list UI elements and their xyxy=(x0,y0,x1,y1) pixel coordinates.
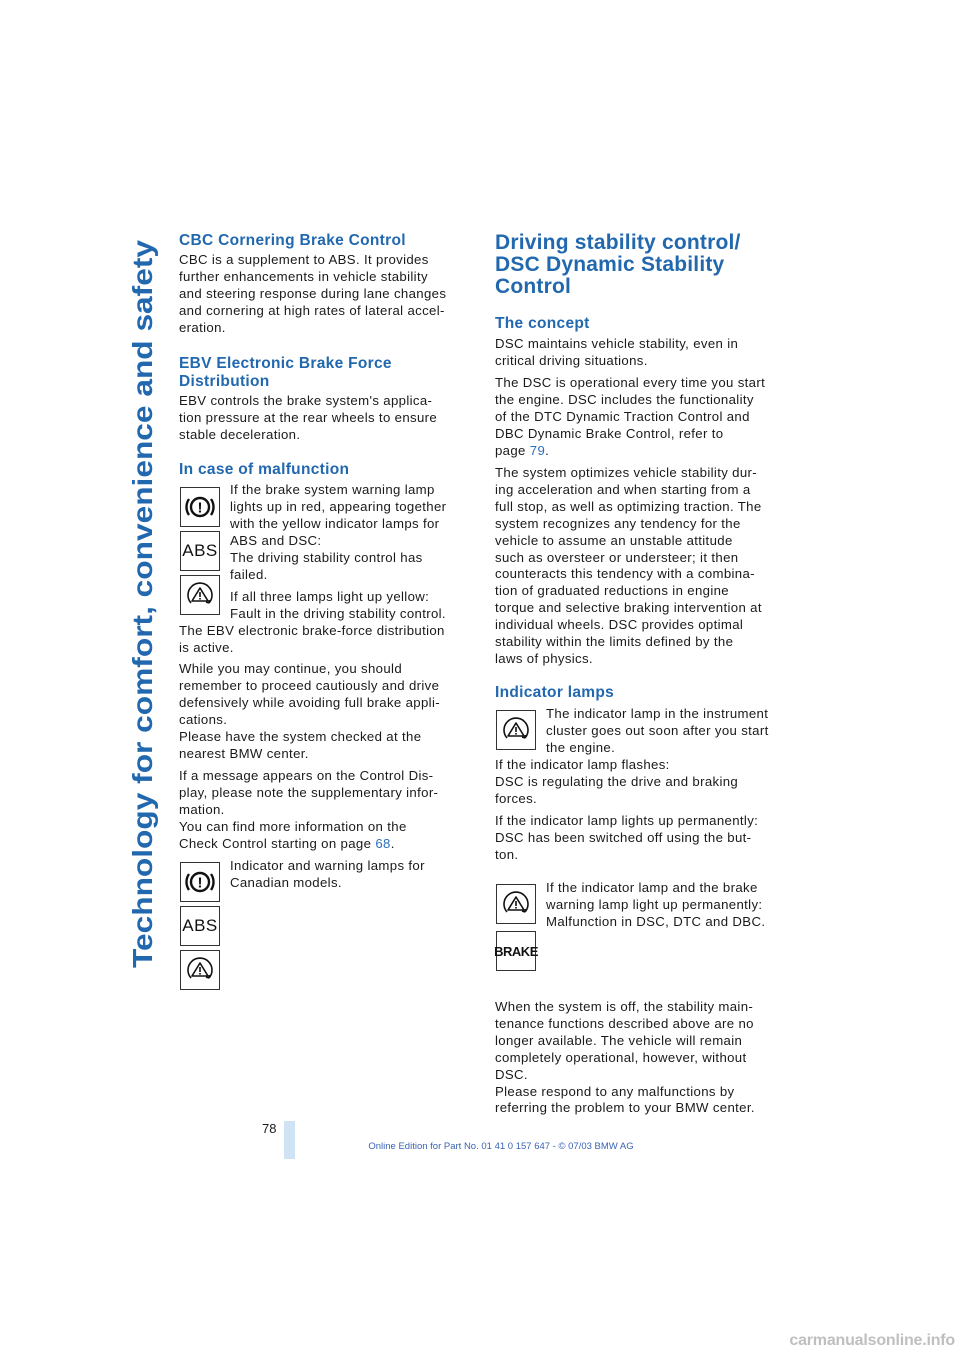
malfunction-paragraph-2 xyxy=(230,589,446,623)
text-fragment: Check Control starting on page xyxy=(179,835,376,851)
text-line: individual wheels. DSC provides optimal xyxy=(495,617,744,633)
indicator-paragraph-1-cont xyxy=(495,757,738,808)
text-line: If the indicator lamp lights up permanently: xyxy=(495,813,759,828)
text-line: vehicle to assume an unstable attitude xyxy=(495,532,733,548)
footer-edition-note: Online Edition for Part No. 01 41 0 157 647 - © 07/03 BMW AG xyxy=(368,1141,634,1152)
brake-icon-label: BRAKE xyxy=(494,943,538,959)
abs-icon-canada xyxy=(180,906,220,946)
text-line: While you may continue, you should xyxy=(179,661,403,676)
text-line: system recognizes any tendency for the xyxy=(495,515,741,531)
brake-warning-icon-canada xyxy=(180,862,220,902)
text-line: completely operational, however, without xyxy=(495,1049,747,1065)
text-line: If the brake system warning lamp xyxy=(230,482,435,497)
text-line xyxy=(495,443,765,460)
text-line: tion pressure at the rear wheels to ensure xyxy=(179,409,438,425)
watermark: carmanualsonline.info xyxy=(789,1332,955,1349)
cbc-paragraph xyxy=(179,252,446,337)
text-line: The DSC is operational every time you start xyxy=(495,375,766,390)
text-line xyxy=(179,836,438,853)
text-line: forces. xyxy=(495,790,538,806)
text-line: failed. xyxy=(230,566,268,582)
text-line: eration. xyxy=(179,319,226,335)
text-line: longer available. The vehicle will remain xyxy=(495,1032,743,1048)
page-number: 78 xyxy=(262,1121,277,1136)
dsc-warning-icon-canada xyxy=(180,950,220,990)
exclaim-glyph: ! xyxy=(197,874,203,892)
text-line: laws of physics. xyxy=(495,650,593,666)
main-heading-line: Driving stability control/ xyxy=(495,231,741,254)
malfunction-paragraph-2-cont xyxy=(179,623,445,657)
page-link-68[interactable]: 68 xyxy=(375,835,391,851)
text-line: When the system is off, the stability main- xyxy=(495,999,754,1014)
page-link-79[interactable]: 79 xyxy=(529,442,546,458)
text-line: cations. xyxy=(179,711,228,727)
text-line: such as oversteer or understeer; it then xyxy=(495,549,739,565)
ebv-heading-line: EBV Electronic Brake Force xyxy=(179,355,392,372)
text-line: If a message appears on the Control Dis- xyxy=(179,768,434,783)
main-heading-line: Control xyxy=(495,275,572,298)
text-fragment: page xyxy=(495,442,530,458)
text-line: referring the problem to your BMW center. xyxy=(495,1100,755,1116)
text-line: the engine. xyxy=(546,739,616,755)
text-line: Fault in the driving stability control. xyxy=(230,605,446,621)
concept-heading: The concept xyxy=(495,315,590,332)
text-line: If the indicator lamp and the brake xyxy=(546,880,758,895)
text-line: stability within the limits defined by the xyxy=(495,634,734,650)
text-line: tenance functions described above are no xyxy=(495,1015,754,1031)
malfunction-paragraph-3 xyxy=(179,661,440,762)
malfunction-paragraph-1 xyxy=(230,482,446,583)
exclaim-glyph: ! xyxy=(197,499,203,517)
text-line: Malfunction in DSC, DTC and DBC. xyxy=(546,913,766,929)
dsc-warning-icon xyxy=(180,575,220,615)
side-chapter-title-text: Technology for comfort, convenience and safety xyxy=(127,324,158,968)
text-line: Please have the system checked at the xyxy=(179,728,422,744)
brake-warning-icon xyxy=(180,487,220,527)
text-line: Indicator and warning lamps for xyxy=(230,858,425,873)
indicator-paragraph-4 xyxy=(495,999,755,1117)
page-marker-bar xyxy=(284,1121,295,1159)
indicator-heading: Indicator lamps xyxy=(495,684,615,701)
text-line: counteracts this tendency with a combina- xyxy=(495,566,755,582)
main-heading-line: DSC Dynamic Stability xyxy=(495,253,725,276)
text-line: DSC maintains vehicle stability, even in xyxy=(495,336,739,351)
text-line: of the DTC Dynamic Traction Control and xyxy=(495,408,750,424)
text-line: ton. xyxy=(495,846,519,862)
text-line: mation. xyxy=(179,801,225,817)
text-line: play, please note the supplementary infor- xyxy=(179,784,439,800)
text-line: You can find more information on the xyxy=(179,818,407,834)
text-line: ABS and DSC: xyxy=(230,532,322,548)
text-line: critical driving situations. xyxy=(495,352,648,368)
concept-paragraph-2 xyxy=(495,375,765,460)
text-line: The indicator lamp in the instrument xyxy=(546,706,769,721)
brake-icon xyxy=(496,931,536,971)
concept-paragraph-3 xyxy=(495,465,762,668)
text-line: cluster goes out soon after you start xyxy=(546,722,769,738)
malfunction-heading: In case of malfunction xyxy=(179,461,350,478)
text-line: Canadian models. xyxy=(230,874,342,890)
indicator-paragraph-2 xyxy=(495,813,758,864)
canadian-note xyxy=(230,858,425,892)
ebv-paragraph xyxy=(179,393,437,444)
text-line: DBC Dynamic Brake Control, refer to xyxy=(495,425,724,441)
text-line: further enhancements in vehicle stability xyxy=(179,268,428,284)
text-line: CBC is a supplement to ABS. It provides xyxy=(179,252,429,267)
text-line: lights up in red, appearing together xyxy=(230,498,447,514)
ebv-heading-line: Distribution xyxy=(179,372,270,390)
text-line: and cornering at high rates of lateral accel- xyxy=(179,302,445,318)
text-fragment: . xyxy=(390,835,395,851)
text-line: with the yellow indicator lamps for xyxy=(230,515,440,531)
text-line: The driving stability control has xyxy=(230,549,423,565)
text-line: full stop, as well as optimizing traction. The xyxy=(495,498,762,514)
text-line: DSC has been switched off using the but- xyxy=(495,829,752,845)
text-line: The system optimizes vehicle stability dur- xyxy=(495,465,758,480)
ebv-heading xyxy=(179,355,392,390)
text-line: tion of graduated reductions in engine xyxy=(495,583,729,599)
text-line: remember to proceed cautiously and drive xyxy=(179,677,440,693)
text-line: warning lamp light up permanently: xyxy=(546,896,763,912)
text-line: DSC. xyxy=(495,1066,528,1082)
side-chapter-title xyxy=(108,230,158,970)
indicator-paragraph-3 xyxy=(546,880,765,931)
text-line: If all three lamps light up yellow: xyxy=(230,589,430,604)
dsc-indicator-icon-2 xyxy=(496,884,536,924)
dsc-indicator-icon xyxy=(496,710,536,750)
text-line: torque and selective braking intervention at xyxy=(495,600,762,616)
abs-icon xyxy=(180,531,220,571)
abs-icon-label: ABS xyxy=(182,916,218,935)
concept-paragraph-1 xyxy=(495,336,738,370)
text-line: and steering response during lane changes xyxy=(179,285,447,301)
text-line: DSC is regulating the drive and braking xyxy=(495,773,739,789)
text-line: ing acceleration and when starting from a xyxy=(495,481,751,497)
malfunction-paragraph-4 xyxy=(179,768,438,853)
cbc-heading: CBC Cornering Brake Control xyxy=(179,232,406,249)
text-line: the engine. DSC includes the functionality xyxy=(495,391,754,407)
indicator-paragraph-1 xyxy=(546,706,769,757)
text-line: nearest BMW center. xyxy=(179,745,309,761)
text-fragment: . xyxy=(545,442,550,458)
text-line: EBV controls the brake system's applica- xyxy=(179,393,433,408)
text-line: stable deceleration. xyxy=(179,426,301,442)
main-heading xyxy=(495,232,741,298)
text-line: defensively while avoiding full brake appli- xyxy=(179,694,440,710)
text-line: is active. xyxy=(179,639,234,655)
text-line: Please respond to any malfunctions by xyxy=(495,1083,735,1099)
text-line: If the indicator lamp flashes: xyxy=(495,757,670,772)
abs-icon-label: ABS xyxy=(182,541,218,560)
text-line: The EBV electronic brake-force distribution xyxy=(179,623,445,638)
